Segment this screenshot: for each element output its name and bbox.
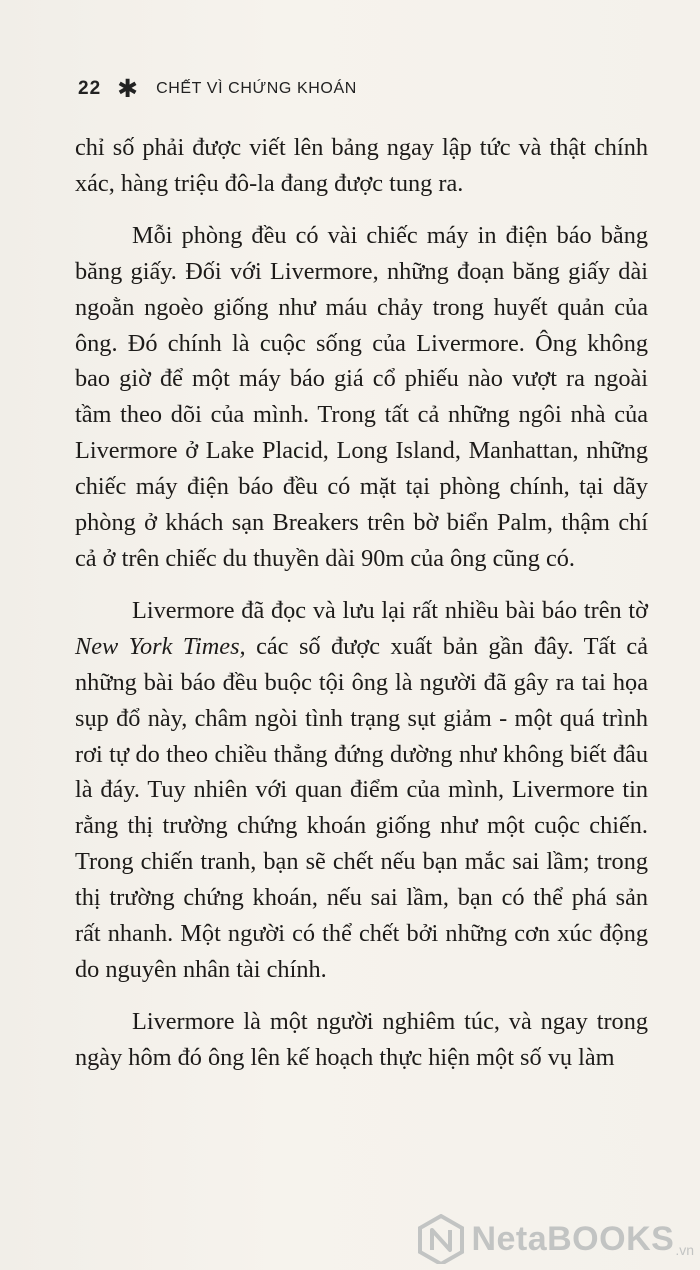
paragraph-3-rest: các số được xuất bản gần đây. Tất cả những bài báo đều buộc tội ông là người đã gây ra tai họa sụp đổ này, châm ngòi tình trạng sụt giảm - một quá trình rơi tự do theo chiều thẳng đứng dường như không biết đâu là đáy. Tuy nhiên với quan điểm của mình, Livermore tin rằng thị trường chứng khoán giống như một cuộc chiến. Trong chiến tranh, bạn sẽ chết nếu bạn mắc sai lầm; trong thị trường chứng khoán, nếu sai lầm, bạn có thể phá sản rất nhanh. Một người có thể chết bởi những cơn xúc động do nguyên nhân tài chính. <box>75 632 648 983</box>
watermark-brand: NetaBOOKS <box>471 1219 675 1258</box>
netabooks-watermark <box>417 1214 694 1264</box>
watermark-suffix: .vn <box>675 1242 694 1258</box>
paragraph-2: Mỗi phòng đều có vài chiếc máy in điện báo bằng băng giấy. Đối với Livermore, những đoạn băng giấy dài ngoằn ngoèo giống như máu chảy trong huyết quản của ông. Đó chính là cuộc sống của Livermore. Ông không bao giờ để một máy báo giá cổ phiếu nào vượt ra ngoài tầm theo dõi của mình. Trong tất cả những ngôi nhà của Livermore ở Lake Placid, Long Island, Manhattan, những chiếc máy điện báo đều có mặt tại phòng chính, tại dãy phòng ở khách sạn Breakers trên bờ biển Palm, thậm chí cả ở trên chiếc du thuyền dài 90m của ông cũng có. <box>75 221 648 572</box>
paragraph-4: Livermore là một người nghiêm túc, và ngay trong ngày hôm đó ông lên kế hoạch thực hiện một số vụ làm <box>75 1007 648 1071</box>
paragraph-3-start: Livermore đã đọc và lưu lại rất nhiều bài báo trên tờ <box>132 596 648 624</box>
star-icon: ✱ <box>117 74 139 103</box>
newspaper-title: New York Times, <box>75 632 246 660</box>
paragraph-3 <box>75 593 648 988</box>
netabooks-logo-icon <box>417 1214 465 1264</box>
chapter-title: CHẾT VÌ CHỨNG KHOÁN <box>156 80 357 97</box>
paragraph-1: chỉ số phải được viết lên bảng ngay lập tức và thật chính xác, hàng triệu đô-la đang được tung ra. <box>75 134 648 197</box>
running-header <box>78 72 357 106</box>
body-text <box>75 130 648 1092</box>
page-number: 22 <box>78 78 102 99</box>
